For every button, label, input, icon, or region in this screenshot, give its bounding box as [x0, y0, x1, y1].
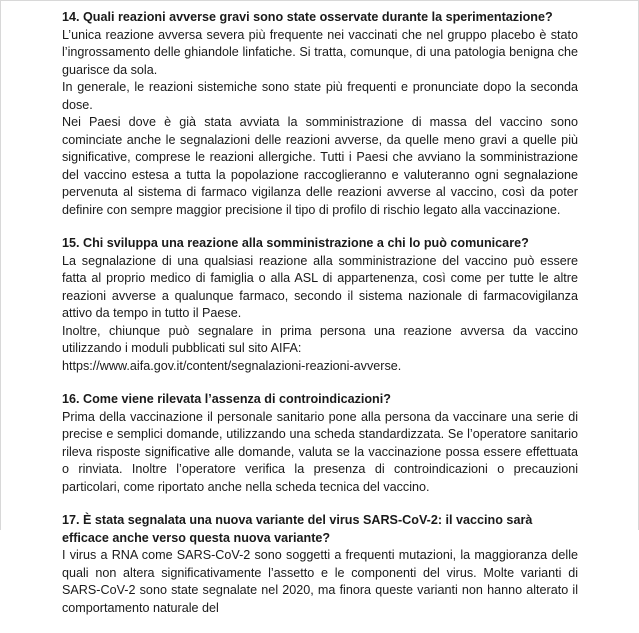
faq-section-17 — [62, 512, 578, 617]
faq-section-16 — [62, 391, 578, 496]
section-heading: 17. È stata segnalata una nuova variante del virus SARS-CoV-2: il vaccino sarà efficace anche verso questa nuova variante? — [62, 513, 533, 545]
faq-section-15 — [62, 235, 578, 375]
aifa-link[interactable]: https://www.aifa.gov.it/content/segnalazioni-reazioni-avverse. — [62, 358, 402, 373]
paragraph: La segnalazione di una qualsiasi reazione alla somministrazione del vaccino può essere fatta al proprio medico di famiglia o alla ASL di appartenenza, così come per tutte le altre reazioni avverse a qualunque farmaco, secondo il sistema nazionale di farmacovigilanza attivo da tempo in tutto il Paese. — [62, 253, 578, 320]
paragraph: Prima della vaccinazione il personale sanitario pone alla persona da vaccinare una serie di precise e semplici domande, utilizzando una scheda standardizzata. Se l’operatore sanitario rileva risposte significative alle domande, valuta se la vaccinazione possa essere effettuata o rinviata. Inoltre l’operatore verifica la presenza di controindicazioni o precauzioni particolari, come riportato anche nella scheda tecnica del vaccino. — [62, 409, 578, 494]
paragraph: I virus a RNA come SARS-CoV-2 sono soggetti a frequenti mutazioni, la maggioranza delle quali non altera significativamente l’assetto e le componenti del virus. Molte varianti di SARS-CoV-2 sono state segnalate nel 2020, ma finora queste varianti non hanno alterato il comportamento naturale del — [62, 548, 578, 615]
page-border-top — [0, 0, 639, 1]
paragraph: In generale, le reazioni sistemiche sono state più frequenti e pronunciate dopo la seconda dose. — [62, 80, 578, 112]
paragraph: Nei Paesi dove è già stata avviata la somministrazione di massa del vaccino sono cominciate anche le segnalazioni delle reazioni avverse, da quelle meno gravi a quelle più significative, comprese le reazioni allergiche. Tutti i Paesi che avviano la somministrazione del vaccino estesa a tutta la popolazione raccoglieranno e valuteranno ogni segnalazione pervenuta al sistema di farmaco vigilanza delle reazioni avverse al vaccino, così da poter definire con sempre maggior precisione il tipo di profilo di rischio legato alla vaccinazione. — [62, 115, 578, 217]
page-border-left — [0, 0, 1, 530]
faq-section-14 — [62, 9, 578, 219]
section-heading: 16. Come viene rilevata l’assenza di controindicazioni? — [62, 392, 391, 406]
paragraph: L’unica reazione avversa severa più frequente nei vaccinati che nel gruppo placebo è stato l’ingrossamento delle ghiandole linfatiche. Si tratta, comunque, di una patologia benigna che guarisce da sola. — [62, 27, 578, 77]
paragraph: Inoltre, chiunque può segnalare in prima persona una reazione avversa da vaccino utilizzando i moduli pubblicati sul sito AIFA: — [62, 323, 578, 355]
section-heading: 14. Quali reazioni avverse gravi sono state osservate durante la sperimentazione? — [62, 10, 553, 24]
document-body — [62, 9, 578, 633]
section-heading: 15. Chi sviluppa una reazione alla somministrazione a chi lo può comunicare? — [62, 236, 529, 250]
